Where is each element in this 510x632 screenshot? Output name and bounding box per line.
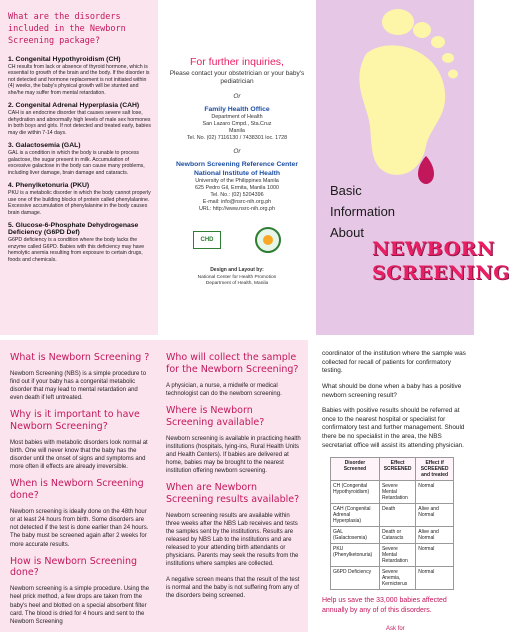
center-subname: National Institute of Health: [193, 169, 281, 177]
table-row: [331, 567, 454, 590]
table-cell: G6PD Deficiency: [331, 567, 380, 590]
faq-column-2: [158, 340, 308, 632]
or-separator: Or: [233, 92, 241, 100]
brochure-inner-side: [0, 340, 474, 632]
disorder-description: CAH is an endocrine disorder that causes severe salt lose, dehydration and abnormally high levels of male sex hormones in both boys and girls. If not detected and treated early, babies may die within 7-14 days.: [8, 110, 151, 136]
disorders-title: What are the disorders included in the Newborn Screening package?: [8, 12, 126, 46]
table-row: [331, 527, 454, 544]
disorder-heading: 4. Phenylketonuria (PKU): [8, 182, 90, 190]
disorder-heading: 2. Congenital Adrenal Hyperplasia (CAH): [8, 102, 140, 110]
faq-question: Who will collect the sample for the Newborn Screening?: [166, 352, 299, 375]
help-message: Help us save the 33,000 babies affected annually by any of of this disorders.: [322, 597, 447, 614]
body-paragraph: coordinator of the institution where the sample was collected for recall of patients for confirmatory testing.: [322, 350, 466, 375]
inquiries-subtitle: Please contact your obstetrician or your baby's pediatrician: [169, 70, 305, 86]
table-cell: Normal: [416, 481, 454, 504]
center-line: URL: http://www.nsrc-nih.org.ph: [198, 206, 276, 213]
body-paragraph: What should be done when a baby has a positive newborn screening result?: [322, 382, 462, 399]
disorder-heading: 5. Glucose-6-Phosphate Dehydrogenase Deficiency (G6PD Def): [8, 222, 139, 237]
table-cell: CH (Congenital Hypothyroidism): [331, 481, 380, 504]
chd-logo: CHD: [193, 231, 221, 249]
disorder-description: G6PD deficiency is a condition where the body lacks the enzyme called G6PD. Babies with this deficiency may have hemolytic anemia resulting from exposure to certain drugs, foods and chemicals.: [8, 237, 145, 263]
cover-panel: [316, 0, 510, 335]
cover-line: Information: [330, 203, 396, 219]
screening-results-table: [330, 457, 454, 590]
disorder-description: PKU is a metabolic disorder in which the body cannot properly use one of the building blocks of protein called phenylalanine. Excessive accumulation of phenylalanine in the body causes brain damage.: [8, 190, 151, 216]
disorder-item: [8, 142, 152, 176]
office-line: Manila: [229, 128, 245, 135]
disorder-description: GAL is a condition in which the body is unable to process galactose, the sugar present in milk. Accumulation of excessive galactose in the body can cause many problems, including liver damage, brain damage and cataracts.: [8, 150, 145, 176]
disorder-description: CH results from lack or absence of thyroid hormone, which is essential to growth of the brain and the body. If the disorder is not detected and hormone replacement is not initiated within (4) weeks, the baby's physical growth will be stunted and she/he may suffer from mental retardation.: [8, 63, 150, 96]
baby-foot-icon: [326, 6, 466, 186]
center-line: 625 Pedro Gil, Ermita, Manila 1000: [195, 185, 279, 192]
table-header-row: [331, 458, 454, 481]
body-paragraph: Babies with positive results should be referred at once to the nearest hospital or specialist for confirmatory test and further management. Should there be no specialist in the area, the NBS secretariat office will assist its attending physician.: [322, 407, 465, 449]
table-cell: Alive and Normal: [416, 527, 454, 544]
table-header: Effect if SCREENED and treated: [416, 458, 454, 481]
design-credits: [166, 267, 308, 287]
design-label: Design and Layout by:: [210, 267, 264, 274]
cover-subtitle: [330, 181, 395, 243]
disorder-item: [8, 102, 152, 136]
office-line: Department of Health: [211, 114, 263, 121]
table-row: [331, 544, 454, 567]
cover-title-line: NEWBORN: [372, 238, 495, 260]
center-line: Tel. No.: (02) 5204396: [210, 192, 264, 199]
faq-question: When is Newborn Screening done?: [10, 478, 144, 502]
disorder-item: [8, 222, 152, 263]
table-cell: Alive and Normal: [416, 504, 454, 527]
faq-column-3: [316, 340, 474, 632]
table-row: [331, 504, 454, 527]
contact-panel: [158, 0, 316, 335]
design-line: Department of Health, Manila: [205, 280, 269, 286]
faq-question: What is Newborn Screening ?: [10, 352, 150, 363]
table-header: Disorder Screened: [331, 458, 380, 481]
faq-column-1: [0, 340, 158, 632]
disorder-heading: 1. Congenital Hypothyroidism (CH): [8, 55, 121, 63]
faq-answer: Most babies with metabolic disorders look normal at birth. One will never know that the baby has the disorder until the onset of signs and symptoms and more often ill effects are already irreversible.: [10, 440, 148, 471]
logo-row: [166, 227, 308, 253]
faq-question: Why is it important to have Newborn Screening?: [10, 409, 140, 433]
ask-for-text: Ask for: [386, 626, 405, 632]
cover-line: About: [330, 224, 364, 240]
table-cell: GAL (Galactosemia): [331, 527, 380, 544]
cover-title-line: SCREENING: [372, 261, 510, 284]
faq-question: Where is Newborn Screening available?: [166, 404, 265, 428]
faq-answer: Newborn Screening (NBS) is a simple procedure to find out if your baby has a congenital metabolic disorder that may lead to mental retardation and even death if left untreated.: [10, 370, 147, 402]
office-line: Tel. No. (02) 7116130 / 7438301 loc. 1728: [186, 135, 288, 142]
or-separator: Or: [233, 148, 241, 156]
table-cell: PKU (Phenylketonuria): [331, 544, 380, 567]
faq-answer: Newborn screening is ideally done on the 48th hour or at least 24 hours from birth. Some disorders are not detected if the test is done earlier than 24 hours. The baby must be screened again after 2 weeks for more accurate results.: [10, 509, 149, 548]
design-line: National Center for Health Promotion: [197, 274, 277, 280]
table-header: Effect SCREENED: [379, 458, 415, 481]
office-line: San Lazaro Cmpd., Sta.Cruz: [202, 121, 272, 128]
table-cell: Severe Anemia, Kernicterus: [379, 567, 415, 590]
center-line: E-mail: info@nsrc-nih.org.ph: [202, 199, 272, 206]
center-name: Newborn Screening Reference Center: [175, 161, 298, 169]
table-cell: Death: [379, 504, 415, 527]
faq-answer: Newborn screening is a simple procedure. Using the heel prick method, a few drops are taken from the baby's heel and blotted on a special absorbent filter card. The blood is dried for 4 hours and sent to the Newborn Screening: [10, 586, 150, 625]
disorders-panel: [0, 0, 158, 335]
disorder-item: [8, 56, 152, 97]
table-cell: Severe Mental Retardation: [379, 481, 415, 504]
faq-question: How is Newborn Screening done?: [10, 555, 138, 579]
cover-title: [372, 238, 510, 286]
table-cell: Severe Mental Retardation: [379, 544, 415, 567]
disorder-item: [8, 182, 152, 216]
faq-answer: Newborn screening results are available within three weeks after the NBS Lab receives and tests the samples sent by the institutions. Results are released by NBS Lab to the institutions and are released to your attending birth attendants or physicians. Parents may seek the results from the institutions where samples are collected.: [166, 512, 299, 568]
inquiries-title: For further inquiries,: [190, 56, 284, 68]
cover-line: Basic: [330, 183, 362, 198]
table-cell: CAH (Congenital Adrenal Hyperplasia): [331, 504, 380, 527]
center-line: University of the Philippines Manila: [195, 178, 279, 185]
table-row: [331, 481, 454, 504]
faq-answer: Newborn screening is available in practicing health institutions (hospitals, lying-ins, Rural Health Units and Health Centers). If babies are delivered at home, babies may be brought to the nearest institution offering newborn screening.: [166, 435, 301, 475]
faq-question: When are Newborn Screening results available?: [166, 482, 300, 506]
faq-answer: A physician, a nurse, a midwife or medical technologist can do the newborn screening.: [166, 382, 282, 397]
doh-seal-icon: [255, 227, 281, 253]
disorder-heading: 3. Galactosemia (GAL): [8, 142, 81, 150]
faq-answer: A negative screen means that the result of the test is normal and the baby is not suffering from any of the disorders being screened.: [166, 576, 300, 599]
office-name: Family Health Office: [204, 105, 270, 113]
table-cell: Death or Cataracts: [379, 527, 415, 544]
table-cell: Normal: [416, 567, 454, 590]
table-cell: Normal: [416, 544, 454, 567]
